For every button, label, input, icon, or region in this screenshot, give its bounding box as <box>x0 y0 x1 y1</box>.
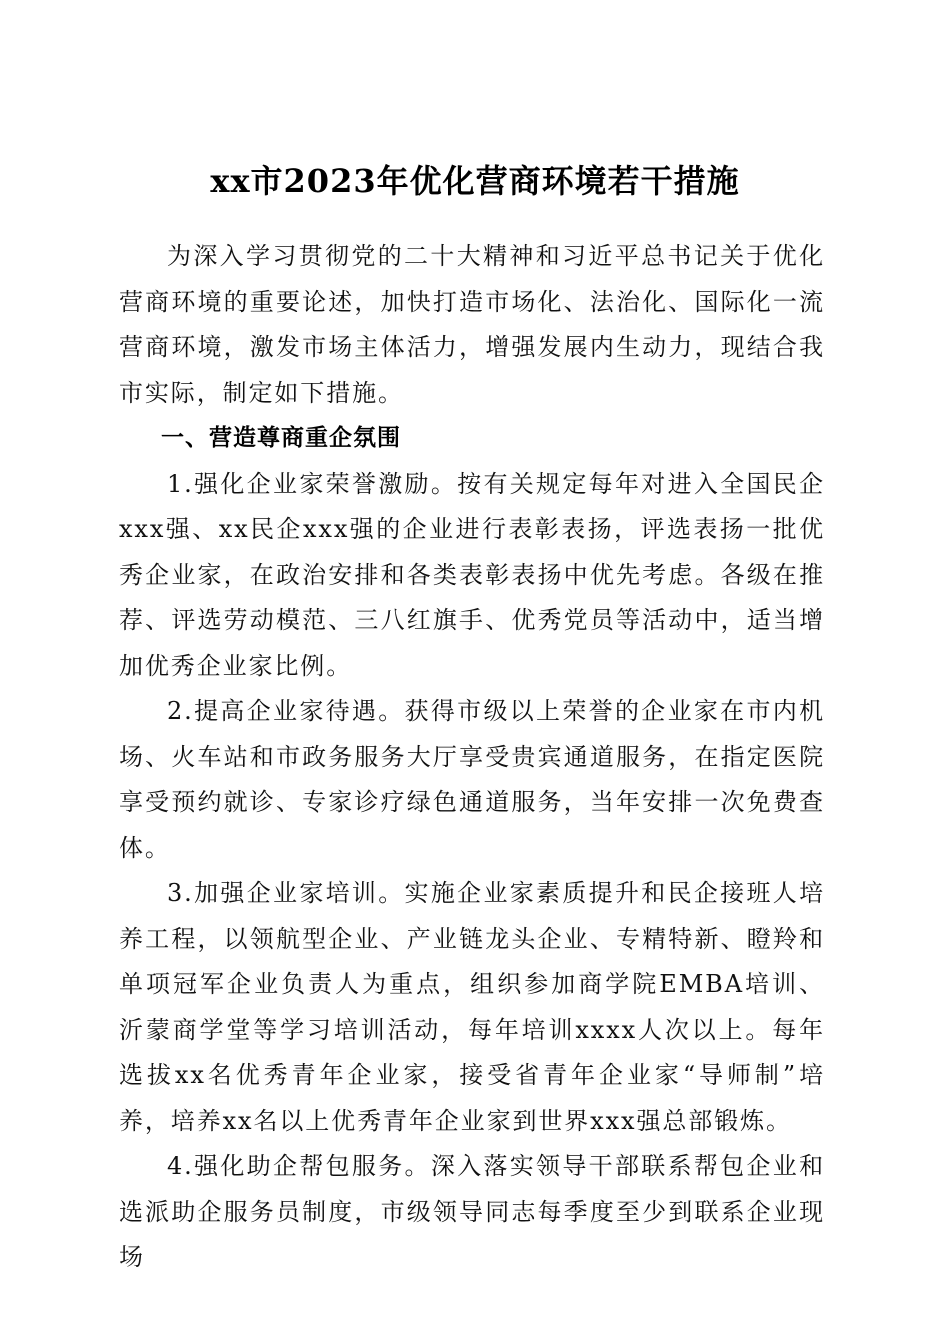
section-heading-1: 一、营造尊商重企氛围 <box>161 425 401 451</box>
measure-paragraph-1: 1.强化企业家荣誉激励。按有关规定每年对进入全国民企xxx强、xx民企xxx强的企业进行表彰表扬，评选表扬一批优秀企业家，在政治安排和各类表彰表扬中优先考虑。各级在推荐、评选劳动模范、三八红旗手、优秀党员等活动中，适当增加优秀企业家比例。 <box>119 469 825 680</box>
document-body <box>119 234 825 1281</box>
measure-paragraph-4: 4.强化助企帮包服务。深入落实领导干部联系帮包企业和选派助企服务员制度，市级领导同志每季度至少到联系企业现场 <box>119 1152 825 1271</box>
measure-paragraph-3: 3.加强企业家培训。实施企业家素质提升和民企接班人培养工程，以领航型企业、产业链龙头企业、专精特新、瞪羚和单项冠军企业负责人为重点，组织参加商学院EMBA培训、沂蒙商学堂等学习培训活动，每年培训xxxx人次以上。每年选拔xx名优秀青年企业家，接受省青年企业家“导师制”培养，培养xx名以上优秀青年企业家到世界xxx强总部锻炼。 <box>119 879 825 1135</box>
document-title: xx市2023年优化营商环境若干措施 <box>210 162 740 201</box>
measure-paragraph-2: 2.提高企业家待遇。获得市级以上荣誉的企业家在市内机场、火车站和市政务服务大厅享受贵宾通道服务，在指定医院享受预约就诊、专家诊疗绿色通道服务，当年安排一次免费查体。 <box>119 697 825 862</box>
intro-paragraph: 为深入学习贯彻党的二十大精神和习近平总书记关于优化营商环境的重要论述，加快打造市场化、法治化、国际化一流营商环境，激发市场主体活力，增强发展内生动力，现结合我市实际，制定如下措施。 <box>119 242 825 407</box>
